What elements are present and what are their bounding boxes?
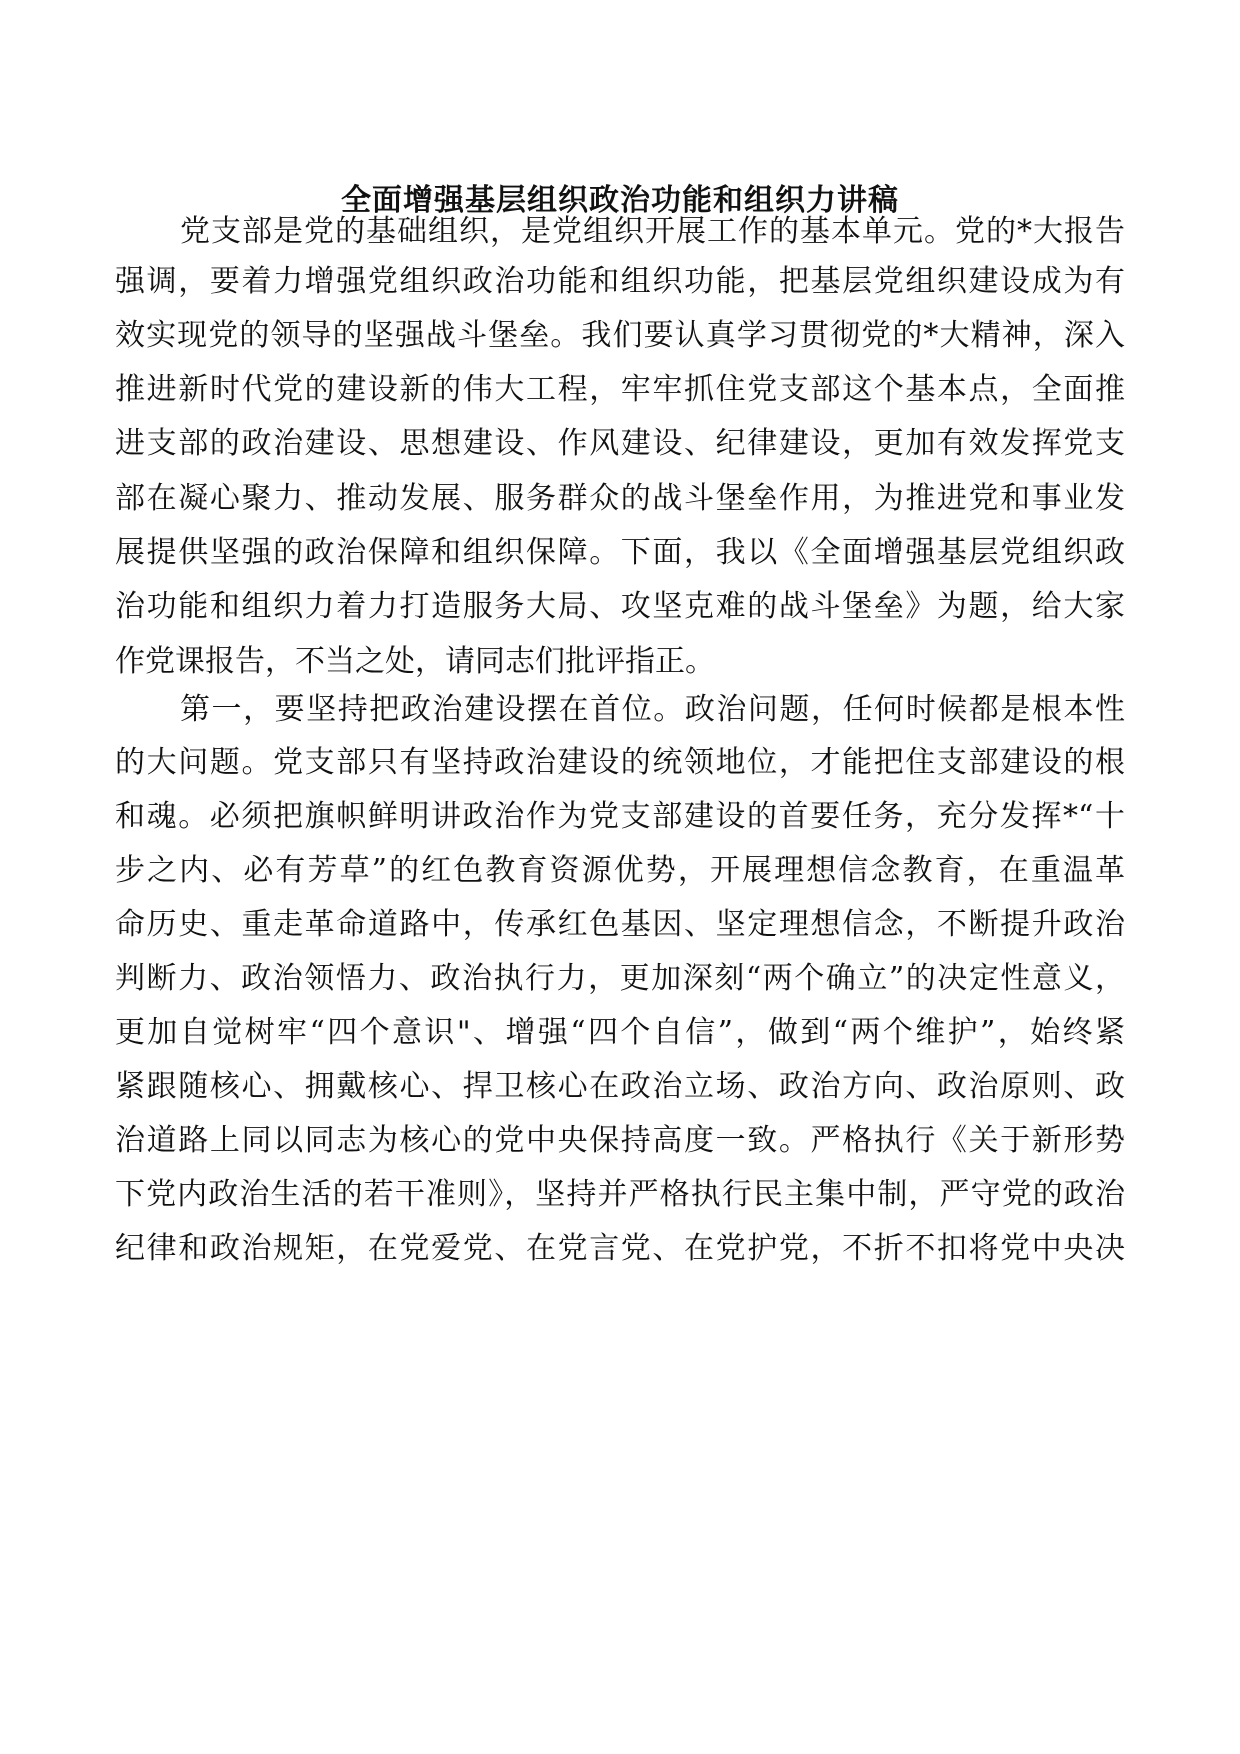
paragraph-1-line-3: 效实现党的领导的坚强战斗堡垒。我们要认真学习贯彻党的*大精神，深入 <box>115 318 1125 353</box>
paragraph-1-line-4: 推进新时代党的建设新的伟大工程，牢牢抓住党支部这个基本点，全面推 <box>115 372 1125 407</box>
paragraph-1-line-2: 强调，要着力增强党组织政治功能和组织功能，把基层党组织建设成为有 <box>115 264 1125 299</box>
paragraph-2-line-2: 的大问题。党支部只有坚持政治建设的统领地位，才能把住支部建设的根 <box>115 745 1125 780</box>
paragraph-2-line-8: 紧跟随核心、拥戴核心、捍卫核心在政治立场、政治方向、政治原则、政 <box>115 1069 1125 1104</box>
paragraph-2-line-1: 第一，要坚持把政治建设摆在首位。政治问题，任何时候都是根本性 <box>180 692 1125 727</box>
paragraph-1-line-6: 部在凝心聚力、推动发展、服务群众的战斗堡垒作用，为推进党和事业发 <box>115 481 1125 516</box>
paragraph-2-line-3: 和魂。必须把旗帜鲜明讲政治作为党支部建设的首要任务，充分发挥*“十 <box>115 799 1125 834</box>
paragraph-2-line-9: 治道路上同以同志为核心的党中央保持高度一致。严格执行《关于新形势 <box>115 1123 1125 1158</box>
paragraph-1-line-8: 治功能和组织力着力打造服务大局、攻坚克难的战斗堡垒》为题，给大家 <box>115 589 1125 624</box>
paragraph-2-line-11: 纪律和政治规矩，在党爱党、在党言党、在党护党，不折不扣将党中央决 <box>115 1231 1125 1266</box>
paragraph-2-line-6: 判断力、政治领悟力、政治执行力，更加深刻“两个确立”的决定性意义， <box>115 961 1125 996</box>
paragraph-2-line-5: 命历史、重走革命道路中，传承红色基因、坚定理想信念，不断提升政治 <box>115 907 1125 942</box>
paragraph-2-line-7: 更加自觉树牢“四个意识"、增强“四个自信”，做到“两个维护”，始终紧 <box>115 1015 1125 1050</box>
paragraph-1-line-7: 展提供坚强的政治保障和组织保障。下面，我以《全面增强基层党组织政 <box>115 535 1125 570</box>
document-title: 全面增强基层组织政治功能和组织力讲稿 <box>341 183 899 218</box>
paragraph-2-line-10: 下党内政治生活的若干准则》，坚持并严格执行民主集中制，严守党的政治 <box>115 1177 1125 1212</box>
paragraph-1-line-1: 党支部是党的基础组织，是党组织开展工作的基本单元。党的*大报告 <box>180 214 1125 249</box>
paragraph-1-line-9: 作党课报告，不当之处，请同志们批评指正。 <box>115 644 715 679</box>
paragraph-2-line-4: 步之内、必有芳草”的红色教育资源优势，开展理想信念教育，在重温革 <box>115 853 1125 888</box>
paragraph-1-line-5: 进支部的政治建设、思想建设、作风建设、纪律建设，更加有效发挥党支 <box>115 426 1125 461</box>
